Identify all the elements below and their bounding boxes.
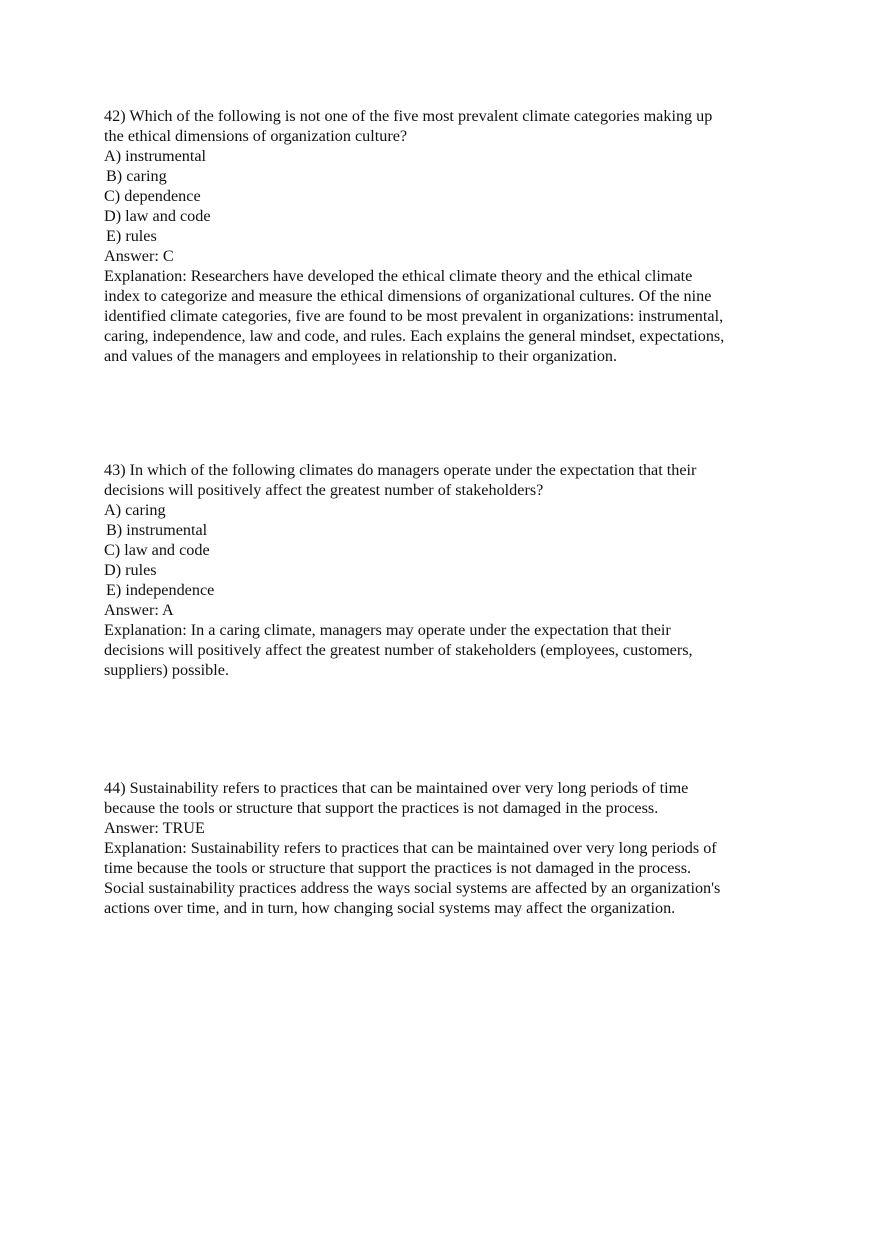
answer-option: E) independence [106,581,215,599]
question-text: 42) Which of the following is not one of the five most prevalent climate categories making up [104,107,713,125]
question-block-43 [104,460,784,680]
question-block-44 [104,778,784,918]
question-text: the ethical dimensions of organization culture? [104,127,408,145]
question-text: 43) In which of the following climates do managers operate under the expectation that their [104,461,697,479]
explanation-text: and values of the managers and employees in relationship to their organization. [104,347,618,365]
explanation-text: time because the tools or structure that support the practices is not damaged in the process. [104,859,692,877]
explanation-text: caring, independence, law and code, and rules. Each explains the general mindset, expectations, [104,327,725,345]
question-text: 44) Sustainability refers to practices that can be maintained over very long periods of time [104,779,689,797]
explanation-text: Explanation: In a caring climate, managers may operate under the expectation that their [104,621,671,639]
explanation-text: Social sustainability practices address the ways social systems are affected by an organization's [104,879,721,897]
answer-option: D) law and code [104,207,211,225]
explanation-text: decisions will positively affect the greatest number of stakeholders (employees, customers, [104,641,693,659]
question-block-42 [104,106,784,366]
explanation-text: index to categorize and measure the ethical dimensions of organizational cultures. Of the nine [104,287,712,305]
answer-option: C) law and code [104,541,210,559]
answer-option: A) caring [104,501,166,519]
explanation-text: actions over time, and in turn, how changing social systems may affect the organization. [104,899,676,917]
explanation-text: Explanation: Sustainability refers to practices that can be maintained over very long periods of [104,839,717,857]
answer-option: C) dependence [104,187,201,205]
question-text: because the tools or structure that support the practices is not damaged in the process. [104,799,659,817]
answer-option: A) instrumental [104,147,207,165]
answer-line: Answer: A [104,601,174,619]
answer-option: B) caring [106,167,167,185]
answer-option: B) instrumental [106,521,208,539]
explanation-text: Explanation: Researchers have developed the ethical climate theory and the ethical climate [104,267,693,285]
answer-line: Answer: TRUE [104,819,205,837]
question-text: decisions will positively affect the greatest number of stakeholders? [104,481,544,499]
answer-option: D) rules [104,561,157,579]
explanation-text: suppliers) possible. [104,661,229,679]
explanation-text: identified climate categories, five are found to be most prevalent in organizations: instrumental, [104,307,724,325]
answer-option: E) rules [106,227,157,245]
answer-line: Answer: C [104,247,174,265]
